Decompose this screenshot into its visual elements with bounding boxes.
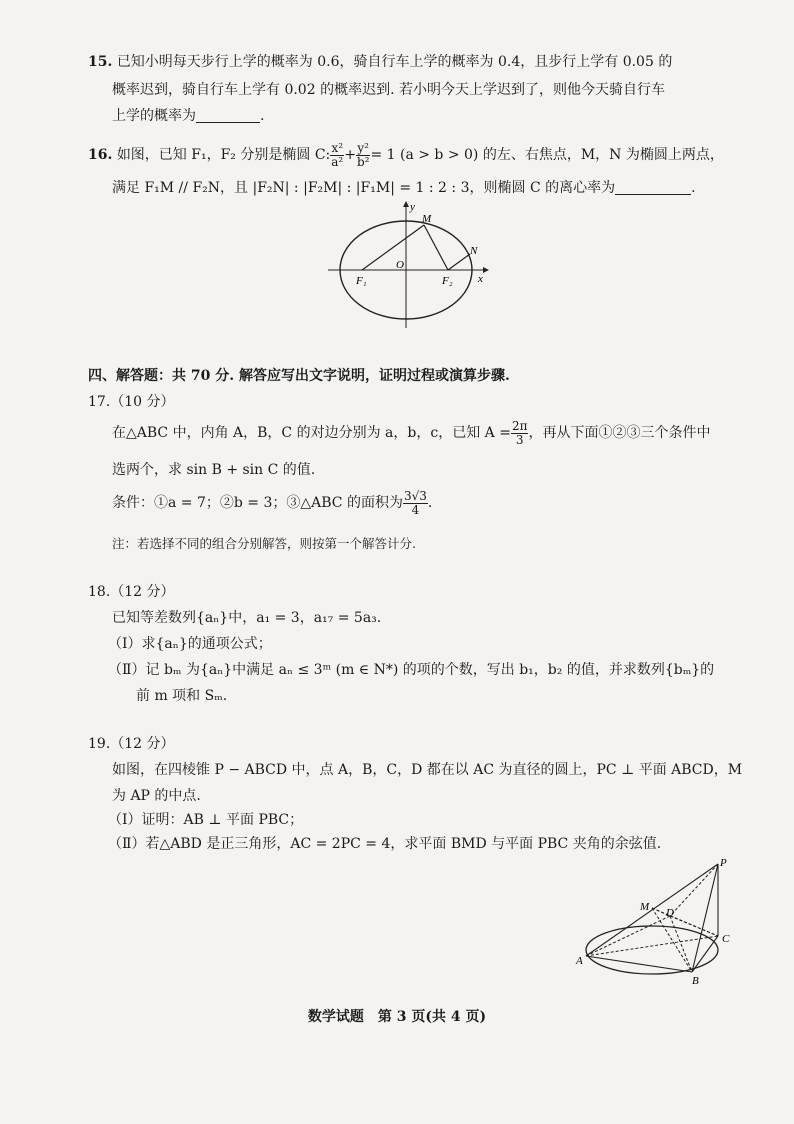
edge-pa [586,864,718,956]
label-p: P [720,857,727,869]
edge-pd [670,864,718,916]
label-m: M [640,901,650,913]
fraction-2pi-3: $\frac{2\pi}{3}$ [511,418,528,447]
q17-line2: 选两个，求 sin B + sin C 的值. [112,462,316,478]
q19-line1: 如图，在四棱锥 P − ABCD 中，点 A，B，C，D 都在以 AC 为直径的圆上，PC ⊥ 平面 ABCD，M [112,762,743,778]
label-f2: F₂ [442,275,453,287]
q16-line2: 满足 F₁M // F₂N，且 |F₂N| : |F₂M| : |F₁M| = 1 : 2 : 3，则椭圆 C 的离心率为 . [112,180,696,196]
q19-part2: （Ⅱ）若△ABD 是正三角形，AC = 2PC = 4，求平面 BMD 与平面 PBC 夹角的余弦值. [108,836,662,852]
label-c: C [722,933,730,945]
q18-part1: （Ⅰ）求{aₙ}的通项公式； [108,636,272,652]
label-n: N [470,245,478,257]
q15-line3: 上学的概率为 . [112,108,265,124]
edge-db [670,916,692,972]
q18-label: 18.（12 分） [88,584,175,600]
q18-part2b: 前 m 项和 Sₘ. [136,688,228,704]
pyramid-figure [570,856,740,988]
segment-f1m [362,225,424,270]
q17-conditions: 条件：①a = 7；②b = 3；③△ABC 的面积为 $\frac{3√3}{4}$ . [112,488,433,517]
q17-note: 注：若选择不同的组合分别解答，则按第一个解答计分. [112,536,416,551]
answer-blank [615,180,691,195]
label-o: O [396,259,404,271]
q19-line2: 为 AP 的中点. [112,788,201,804]
edge-ab [586,956,692,972]
label-b: B [692,975,699,987]
edge-pb [692,864,718,972]
q15-line1: 15. 已知小明每天步行上学的概率为 0.6，骑自行车上学的概率为 0.4，且步行上学有 0.05 的 [88,54,673,70]
fraction-y2-b2: $\frac{\text{y²}}{\text{b²}}$ [356,140,370,169]
q17-line1: 在△ABC 中，内角 A，B，C 的对边分别为 a，b，c，已知 A = $\frac{2\pi}{3}$ ，再从下面①②③三个条件中 [112,418,711,447]
q18-line1: 已知等差数列{aₙ}中，a₁ = 3，a₁₇ = 5a₃. [112,610,382,626]
page-footer: 数学试题 第 3 页(共 4 页) [307,1009,487,1025]
q17-label: 17.（10 分） [88,394,175,410]
q19-label: 19.（12 分） [88,736,175,752]
q18-part2a: （Ⅱ）记 bₘ 为{aₙ}中满足 aₙ ≤ 3ᵐ (m ∈ N*) 的项的个数，写出 b₁，b₂ 的值，并求数列{bₘ}的 [108,662,715,678]
q19-part1: （Ⅰ）证明：AB ⊥ 平面 PBC； [108,812,304,828]
section-heading: 四、解答题：共 70 分. 解答应写出文字说明，证明过程或演算步骤. [88,368,510,384]
edge-mc [652,908,718,936]
fraction-x2-a2: $\frac{\text{x²}}{\text{a²}}$ [331,140,344,169]
label-y: y [410,201,415,213]
label-m: M [422,213,432,225]
base-circle [586,926,718,974]
label-f1: F₁ [356,275,367,287]
q15-line2: 概率迟到，骑自行车上学有 0.02 的概率迟到. 若小明今天上学迟到了，则他今天骑自行车 [112,82,665,98]
label-a: A [576,955,583,967]
segment-mf2 [424,225,448,270]
q15-number: 15. [88,54,113,70]
segment-f2n [448,254,470,270]
label-d: D [666,907,674,919]
fraction-area: $\frac{3√3}{4}$ [403,488,427,517]
ellipse-figure [320,196,500,331]
answer-blank [196,108,260,123]
label-x: x [478,273,483,285]
q16-line1: 16. 如图，已知 F₁，F₂ 分别是椭圆 C: $\frac{\text{x²}}{\text{a²}}$ + $\frac{\text{y²}}{\text{b²}}$ = 1 (a > b > 0) 的左、右焦点，M，N 为椭圆上两点， [88,140,724,169]
